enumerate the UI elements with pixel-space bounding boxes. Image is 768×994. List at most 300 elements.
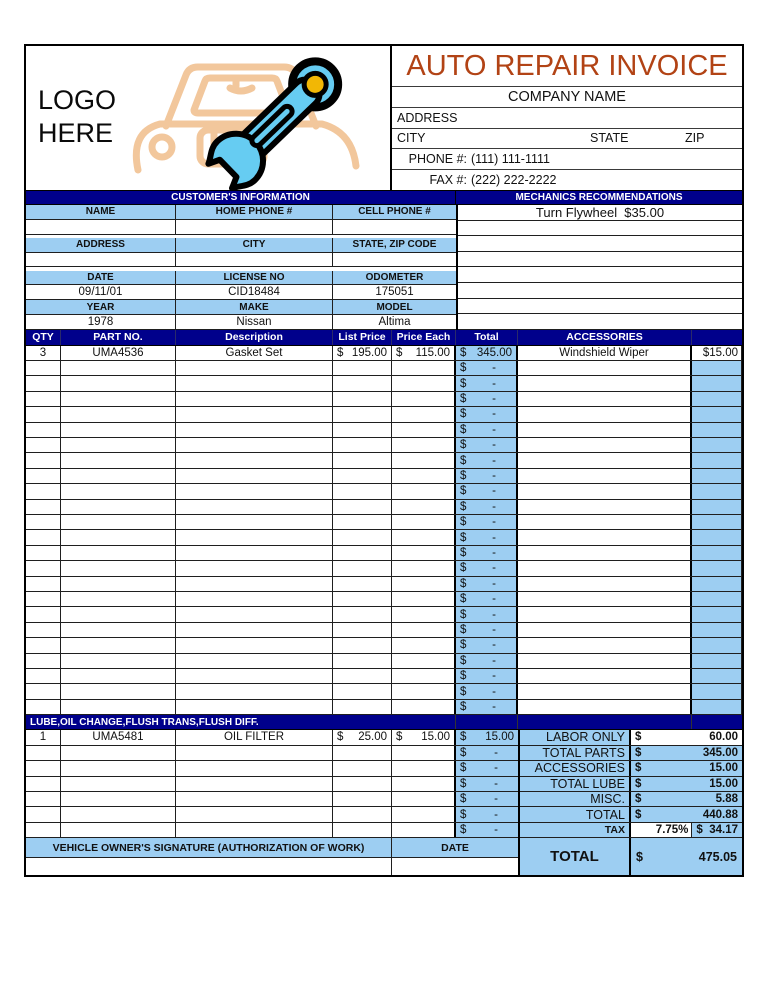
part-no-cell[interactable] bbox=[61, 546, 176, 560]
list-price-cell[interactable] bbox=[333, 746, 392, 760]
description-cell[interactable] bbox=[176, 623, 333, 637]
price-each-cell[interactable] bbox=[392, 823, 456, 837]
total-cell[interactable] bbox=[456, 592, 518, 606]
accessory-price-cell[interactable] bbox=[692, 515, 742, 529]
price-each-cell[interactable] bbox=[392, 561, 456, 575]
qty-cell[interactable] bbox=[26, 453, 61, 467]
price-each-cell[interactable] bbox=[392, 361, 456, 375]
description-cell[interactable] bbox=[176, 792, 333, 806]
make-value-cell[interactable]: Nissan bbox=[176, 315, 333, 329]
total-cell[interactable] bbox=[456, 376, 518, 390]
qty-cell[interactable] bbox=[26, 577, 61, 591]
mechanics-empty-cell[interactable] bbox=[458, 299, 742, 315]
price-each-cell[interactable] bbox=[392, 376, 456, 390]
description-cell[interactable] bbox=[176, 453, 333, 467]
qty-cell[interactable] bbox=[26, 376, 61, 390]
qty-cell[interactable]: 1 bbox=[26, 730, 61, 744]
list-price-cell[interactable] bbox=[333, 346, 392, 360]
description-cell[interactable] bbox=[176, 807, 333, 821]
price-each-cell[interactable] bbox=[392, 407, 456, 421]
description-cell[interactable] bbox=[176, 777, 333, 791]
description-cell[interactable] bbox=[176, 469, 333, 483]
qty-cell[interactable] bbox=[26, 561, 61, 575]
parts-table-body bbox=[26, 346, 742, 716]
price-each-cell[interactable] bbox=[392, 423, 456, 437]
part-no-cell[interactable] bbox=[61, 453, 176, 467]
company-zip-cell[interactable]: ZIP bbox=[685, 131, 705, 146]
accessory-price-cell[interactable] bbox=[692, 500, 742, 514]
total-cell[interactable] bbox=[456, 607, 518, 621]
total-cell[interactable] bbox=[456, 484, 518, 498]
accessory-name-cell[interactable] bbox=[518, 484, 692, 498]
description-cell[interactable] bbox=[176, 438, 333, 452]
price-each-cell[interactable] bbox=[392, 453, 456, 467]
accessory-price-cell[interactable] bbox=[692, 669, 742, 683]
part-no-cell[interactable] bbox=[61, 561, 176, 575]
part-no-cell[interactable] bbox=[61, 392, 176, 406]
total-cell[interactable] bbox=[456, 361, 518, 375]
qty-cell[interactable] bbox=[26, 469, 61, 483]
signature-input-cell[interactable] bbox=[26, 858, 392, 875]
mechanics-empty-cell[interactable] bbox=[458, 283, 742, 299]
part-no-cell[interactable] bbox=[61, 515, 176, 529]
part-no-cell[interactable] bbox=[61, 361, 176, 375]
qty-cell[interactable] bbox=[26, 484, 61, 498]
description-cell[interactable] bbox=[176, 407, 333, 421]
description-cell[interactable] bbox=[176, 823, 333, 837]
accessory-price-cell[interactable] bbox=[692, 530, 742, 544]
total-cell[interactable] bbox=[456, 546, 518, 560]
accessory-price-cell[interactable] bbox=[692, 469, 742, 483]
list-price-cell[interactable] bbox=[333, 453, 392, 467]
qty-cell[interactable] bbox=[26, 638, 61, 652]
lube-rows bbox=[26, 730, 518, 838]
total-cell[interactable] bbox=[456, 453, 518, 467]
description-cell[interactable]: Gasket Set bbox=[176, 346, 333, 360]
price-each-cell[interactable] bbox=[392, 592, 456, 606]
accessory-price-cell[interactable] bbox=[692, 407, 742, 421]
part-no-cell[interactable] bbox=[61, 761, 176, 775]
accessory-name-cell[interactable] bbox=[518, 546, 692, 560]
address-input-cell[interactable] bbox=[26, 253, 176, 267]
part-no-cell[interactable] bbox=[61, 592, 176, 606]
part-no-cell[interactable] bbox=[61, 469, 176, 483]
logo-line2: HERE bbox=[38, 118, 114, 149]
signature-date-input-cell[interactable] bbox=[392, 858, 518, 875]
accessory-price-cell[interactable] bbox=[692, 392, 742, 406]
description-cell[interactable] bbox=[176, 361, 333, 375]
total-cell[interactable] bbox=[456, 684, 518, 698]
part-no-cell[interactable] bbox=[61, 376, 176, 390]
total-header: Total bbox=[456, 330, 518, 345]
price-each-cell[interactable] bbox=[392, 346, 456, 360]
list-price-cell[interactable] bbox=[333, 561, 392, 575]
list-price-cell[interactable] bbox=[333, 777, 392, 791]
license-no-value-cell[interactable]: CID18484 bbox=[176, 285, 333, 299]
part-no-cell[interactable] bbox=[61, 669, 176, 683]
accessory-price-cell[interactable] bbox=[692, 438, 742, 452]
description-cell[interactable]: OIL FILTER bbox=[176, 730, 333, 744]
total-cell[interactable] bbox=[456, 423, 518, 437]
accessory-name-cell[interactable] bbox=[518, 376, 692, 390]
price-each-cell[interactable] bbox=[392, 807, 456, 821]
accessory-price-cell[interactable] bbox=[692, 376, 742, 390]
price-each-cell[interactable] bbox=[392, 638, 456, 652]
price-each-cell[interactable] bbox=[392, 500, 456, 514]
accessory-name-cell[interactable] bbox=[518, 453, 692, 467]
accessory-price-cell[interactable] bbox=[692, 577, 742, 591]
list-price-cell[interactable] bbox=[333, 638, 392, 652]
part-no-cell[interactable] bbox=[61, 746, 176, 760]
accessory-price-cell[interactable] bbox=[692, 423, 742, 437]
qty-cell[interactable] bbox=[26, 592, 61, 606]
currency-symbol: $ bbox=[460, 624, 467, 637]
customer-section bbox=[26, 205, 742, 330]
part-no-cell[interactable] bbox=[61, 792, 176, 806]
name-input-cell[interactable] bbox=[26, 220, 176, 234]
list-price-cell[interactable] bbox=[333, 761, 392, 775]
total-cell[interactable] bbox=[456, 623, 518, 637]
price-each-cell[interactable] bbox=[392, 484, 456, 498]
home-phone-input-cell[interactable] bbox=[176, 220, 333, 234]
total-cell[interactable] bbox=[456, 654, 518, 668]
part-no-cell[interactable] bbox=[61, 807, 176, 821]
part-no-cell[interactable] bbox=[61, 638, 176, 652]
accessory-name-cell[interactable] bbox=[518, 438, 692, 452]
list-price-cell[interactable] bbox=[333, 607, 392, 621]
total-amount-cell[interactable] bbox=[631, 777, 742, 791]
list-price-cell[interactable] bbox=[333, 469, 392, 483]
list-price-cell[interactable] bbox=[333, 700, 392, 714]
list-price-cell[interactable] bbox=[333, 407, 392, 421]
currency-symbol: $ bbox=[460, 577, 467, 590]
qty-cell[interactable] bbox=[26, 500, 61, 514]
currency-symbol: $ bbox=[460, 701, 467, 714]
part-no-cell[interactable] bbox=[61, 423, 176, 437]
accessory-name-cell[interactable]: Windshield Wiper bbox=[518, 346, 692, 360]
mechanics-recommendation-cell[interactable]: Turn Flywheel $35.00 bbox=[458, 205, 742, 221]
qty-cell[interactable] bbox=[26, 515, 61, 529]
total-cell[interactable] bbox=[456, 669, 518, 683]
price-each-cell[interactable] bbox=[392, 546, 456, 560]
list-price-cell[interactable] bbox=[333, 361, 392, 375]
total-cell[interactable] bbox=[456, 823, 518, 837]
qty-cell[interactable] bbox=[26, 407, 61, 421]
qty-cell[interactable] bbox=[26, 777, 61, 791]
company-fax-row bbox=[392, 170, 742, 190]
tax-rate-cell[interactable]: 7.75% bbox=[631, 823, 692, 837]
accessory-name-cell[interactable] bbox=[518, 392, 692, 406]
list-price-cell[interactable] bbox=[333, 823, 392, 837]
description-cell[interactable] bbox=[176, 546, 333, 560]
accessory-price-cell[interactable] bbox=[692, 361, 742, 375]
price-each-cell[interactable] bbox=[392, 684, 456, 698]
mechanics-empty-cell[interactable] bbox=[458, 236, 742, 252]
qty-cell[interactable] bbox=[26, 792, 61, 806]
year-value-cell[interactable]: 1978 bbox=[26, 315, 176, 329]
part-no-header: PART NO. bbox=[61, 330, 176, 345]
qty-cell[interactable] bbox=[26, 669, 61, 683]
part-no-cell[interactable] bbox=[61, 484, 176, 498]
accessory-price-cell[interactable] bbox=[692, 592, 742, 606]
description-cell[interactable] bbox=[176, 607, 333, 621]
description-cell[interactable] bbox=[176, 592, 333, 606]
total-cell[interactable] bbox=[456, 515, 518, 529]
description-cell[interactable] bbox=[176, 484, 333, 498]
list-price-cell[interactable] bbox=[333, 807, 392, 821]
fax-number-cell[interactable]: (222) 222-2222 bbox=[471, 173, 557, 188]
part-no-cell[interactable] bbox=[61, 607, 176, 621]
accessory-name-cell[interactable] bbox=[518, 623, 692, 637]
total-cell[interactable] bbox=[456, 346, 518, 360]
qty-cell[interactable] bbox=[26, 530, 61, 544]
list-price-cell[interactable] bbox=[333, 530, 392, 544]
amount: - bbox=[494, 808, 498, 821]
tax-amount-cell[interactable] bbox=[692, 823, 742, 837]
list-price-cell[interactable] bbox=[333, 792, 392, 806]
accessory-name-cell[interactable] bbox=[518, 515, 692, 529]
list-price-cell[interactable] bbox=[333, 515, 392, 529]
cell-phone-input-cell[interactable] bbox=[333, 220, 456, 234]
accessory-name-cell[interactable] bbox=[518, 700, 692, 714]
qty-cell[interactable] bbox=[26, 746, 61, 760]
model-value-cell[interactable]: Altima bbox=[378, 315, 411, 328]
accessory-name-cell[interactable] bbox=[518, 361, 692, 375]
part-no-cell[interactable]: UMA5481 bbox=[61, 730, 176, 744]
accessory-name-cell[interactable] bbox=[518, 654, 692, 668]
company-phone-row bbox=[392, 149, 742, 170]
part-no-cell[interactable] bbox=[61, 777, 176, 791]
company-address-cell[interactable]: ADDRESS bbox=[392, 108, 742, 129]
part-no-cell[interactable] bbox=[61, 823, 176, 837]
list-price-cell[interactable] bbox=[333, 623, 392, 637]
accessory-name-cell[interactable] bbox=[518, 684, 692, 698]
accessory-price-cell[interactable] bbox=[692, 700, 742, 714]
accessory-price-cell[interactable] bbox=[692, 607, 742, 621]
list-price-cell[interactable] bbox=[333, 669, 392, 683]
vehicle-values-row bbox=[26, 285, 456, 300]
accessory-name-cell[interactable] bbox=[518, 592, 692, 606]
qty-cell[interactable] bbox=[26, 700, 61, 714]
amount: - bbox=[494, 762, 498, 775]
accessory-name-cell[interactable] bbox=[518, 500, 692, 514]
total-cell[interactable] bbox=[456, 807, 518, 821]
price-each-cell[interactable] bbox=[392, 730, 456, 744]
list-price-cell[interactable] bbox=[333, 392, 392, 406]
part-no-cell[interactable] bbox=[61, 623, 176, 637]
total-amount-cell[interactable] bbox=[631, 792, 742, 806]
part-no-cell[interactable] bbox=[61, 577, 176, 591]
part-no-cell[interactable] bbox=[61, 700, 176, 714]
qty-cell[interactable]: 3 bbox=[26, 346, 61, 360]
part-no-cell[interactable] bbox=[61, 530, 176, 544]
part-no-cell[interactable] bbox=[61, 654, 176, 668]
date-value-cell[interactable]: 09/11/01 bbox=[26, 285, 176, 299]
price-each-cell[interactable] bbox=[392, 792, 456, 806]
table-row bbox=[26, 361, 742, 376]
list-price-cell[interactable] bbox=[333, 500, 392, 514]
accessory-name-cell[interactable] bbox=[518, 407, 692, 421]
part-no-cell[interactable] bbox=[61, 438, 176, 452]
total-cell[interactable] bbox=[456, 700, 518, 714]
qty-cell[interactable] bbox=[26, 807, 61, 821]
qty-cell[interactable] bbox=[26, 438, 61, 452]
qty-cell[interactable] bbox=[26, 623, 61, 637]
qty-cell[interactable] bbox=[26, 392, 61, 406]
total-amount-cell[interactable] bbox=[631, 730, 742, 744]
part-no-cell[interactable] bbox=[61, 407, 176, 421]
grand-total-amount-cell[interactable] bbox=[631, 838, 742, 875]
total-amount-cell[interactable] bbox=[631, 746, 742, 760]
list-price-cell[interactable] bbox=[333, 484, 392, 498]
company-state-cell[interactable]: STATE bbox=[590, 131, 629, 146]
accessory-name-cell[interactable] bbox=[518, 669, 692, 683]
accessory-price-cell[interactable] bbox=[692, 623, 742, 637]
list-price-cell[interactable] bbox=[333, 423, 392, 437]
description-cell[interactable] bbox=[176, 669, 333, 683]
price-each-cell[interactable] bbox=[392, 746, 456, 760]
description-cell[interactable] bbox=[176, 761, 333, 775]
list-price-cell[interactable] bbox=[333, 684, 392, 698]
accessory-price-cell[interactable] bbox=[692, 561, 742, 575]
phone-number-cell[interactable]: (111) 111-1111 bbox=[471, 152, 550, 167]
mechanics-empty-cell[interactable] bbox=[458, 314, 742, 330]
accessory-name-cell[interactable] bbox=[518, 530, 692, 544]
home-phone-label: HOME PHONE # bbox=[176, 205, 333, 219]
accessory-name-cell[interactable] bbox=[518, 469, 692, 483]
price-each-cell[interactable] bbox=[392, 777, 456, 791]
accessory-name-cell[interactable] bbox=[518, 561, 692, 575]
price-each-cell[interactable] bbox=[392, 469, 456, 483]
price-each-cell[interactable] bbox=[392, 700, 456, 714]
company-name-cell[interactable]: COMPANY NAME bbox=[392, 87, 742, 108]
description-cell[interactable] bbox=[176, 392, 333, 406]
mechanics-empty-cell[interactable] bbox=[458, 221, 742, 237]
description-cell[interactable] bbox=[176, 530, 333, 544]
list-price-cell[interactable] bbox=[333, 592, 392, 606]
price-each-cell[interactable] bbox=[392, 577, 456, 591]
list-price-cell[interactable] bbox=[333, 654, 392, 668]
description-cell[interactable] bbox=[176, 376, 333, 390]
accessory-name-cell[interactable] bbox=[518, 423, 692, 437]
header-section bbox=[26, 46, 742, 190]
mechanics-recommendations-list bbox=[456, 205, 742, 330]
accessory-price-cell[interactable] bbox=[692, 654, 742, 668]
price-each-cell[interactable] bbox=[392, 623, 456, 637]
total-cell[interactable] bbox=[456, 777, 518, 791]
description-cell[interactable] bbox=[176, 423, 333, 437]
accessory-name-cell[interactable] bbox=[518, 607, 692, 621]
accessory-name-cell[interactable] bbox=[518, 577, 692, 591]
part-no-cell[interactable] bbox=[61, 500, 176, 514]
qty-cell[interactable] bbox=[26, 761, 61, 775]
accessory-price-cell[interactable] bbox=[692, 638, 742, 652]
description-cell[interactable] bbox=[176, 515, 333, 529]
total-cell[interactable] bbox=[456, 638, 518, 652]
total-cell[interactable] bbox=[456, 500, 518, 514]
accessory-price-cell[interactable] bbox=[692, 453, 742, 467]
total-cell[interactable] bbox=[456, 438, 518, 452]
description-cell[interactable] bbox=[176, 654, 333, 668]
price-each-cell[interactable] bbox=[392, 761, 456, 775]
list-price-cell[interactable] bbox=[333, 376, 392, 390]
description-cell[interactable] bbox=[176, 684, 333, 698]
odometer-value-cell[interactable]: 175051 bbox=[375, 286, 414, 299]
description-cell[interactable] bbox=[176, 638, 333, 652]
list-price-cell[interactable] bbox=[333, 546, 392, 560]
total-cell[interactable] bbox=[456, 530, 518, 544]
total-cell[interactable] bbox=[456, 407, 518, 421]
price-each-cell[interactable] bbox=[392, 607, 456, 621]
qty-cell[interactable] bbox=[26, 423, 61, 437]
total-cell[interactable] bbox=[456, 561, 518, 575]
total-cell[interactable] bbox=[456, 792, 518, 806]
total-cell[interactable] bbox=[456, 761, 518, 775]
state-zip-input-cell[interactable] bbox=[333, 253, 456, 267]
accessory-price-cell[interactable]: $15.00 bbox=[692, 346, 742, 360]
totals-row bbox=[520, 807, 742, 822]
price-each-cell[interactable] bbox=[392, 438, 456, 452]
description-cell[interactable] bbox=[176, 700, 333, 714]
qty-cell[interactable] bbox=[26, 546, 61, 560]
table-row bbox=[26, 546, 742, 561]
total-amount-cell[interactable] bbox=[631, 761, 742, 775]
total-cell[interactable] bbox=[456, 392, 518, 406]
price-each-cell[interactable] bbox=[392, 669, 456, 683]
amount: - bbox=[492, 516, 496, 529]
currency-symbol: $ bbox=[634, 762, 642, 775]
grand-total-block bbox=[518, 838, 742, 875]
accessory-price-cell[interactable] bbox=[692, 684, 742, 698]
total-cell[interactable] bbox=[456, 469, 518, 483]
amount: - bbox=[494, 793, 498, 806]
qty-cell[interactable] bbox=[26, 684, 61, 698]
list-price-cell[interactable] bbox=[333, 577, 392, 591]
accessory-name-cell[interactable] bbox=[518, 638, 692, 652]
total-cell[interactable] bbox=[456, 577, 518, 591]
price-each-cell[interactable] bbox=[392, 392, 456, 406]
accessory-price-cell[interactable] bbox=[692, 484, 742, 498]
list-price-cell[interactable] bbox=[333, 730, 392, 744]
total-cell[interactable] bbox=[456, 746, 518, 760]
currency-symbol: $ bbox=[460, 454, 467, 467]
list-price-cell[interactable] bbox=[333, 438, 392, 452]
part-no-cell[interactable]: UMA4536 bbox=[61, 346, 176, 360]
qty-cell[interactable] bbox=[26, 823, 61, 837]
description-cell[interactable] bbox=[176, 500, 333, 514]
total-cell[interactable] bbox=[456, 730, 518, 744]
amount: - bbox=[492, 531, 496, 544]
description-cell[interactable] bbox=[176, 577, 333, 591]
qty-cell[interactable] bbox=[26, 654, 61, 668]
accessory-price-cell[interactable] bbox=[692, 546, 742, 560]
total-amount-cell[interactable] bbox=[631, 807, 742, 821]
part-no-cell[interactable] bbox=[61, 684, 176, 698]
grand-total-label: TOTAL bbox=[520, 838, 631, 875]
price-each-cell[interactable] bbox=[392, 515, 456, 529]
description-cell[interactable] bbox=[176, 561, 333, 575]
mechanics-empty-cell[interactable] bbox=[458, 252, 742, 268]
qty-cell[interactable] bbox=[26, 361, 61, 375]
price-each-cell[interactable] bbox=[392, 530, 456, 544]
company-city-cell[interactable]: CITY bbox=[397, 131, 426, 146]
signature-section bbox=[26, 838, 742, 875]
price-each-cell[interactable] bbox=[392, 654, 456, 668]
mechanics-empty-cell[interactable] bbox=[458, 267, 742, 283]
description-cell[interactable] bbox=[176, 746, 333, 760]
city-input-cell[interactable] bbox=[176, 253, 333, 267]
qty-cell[interactable] bbox=[26, 607, 61, 621]
